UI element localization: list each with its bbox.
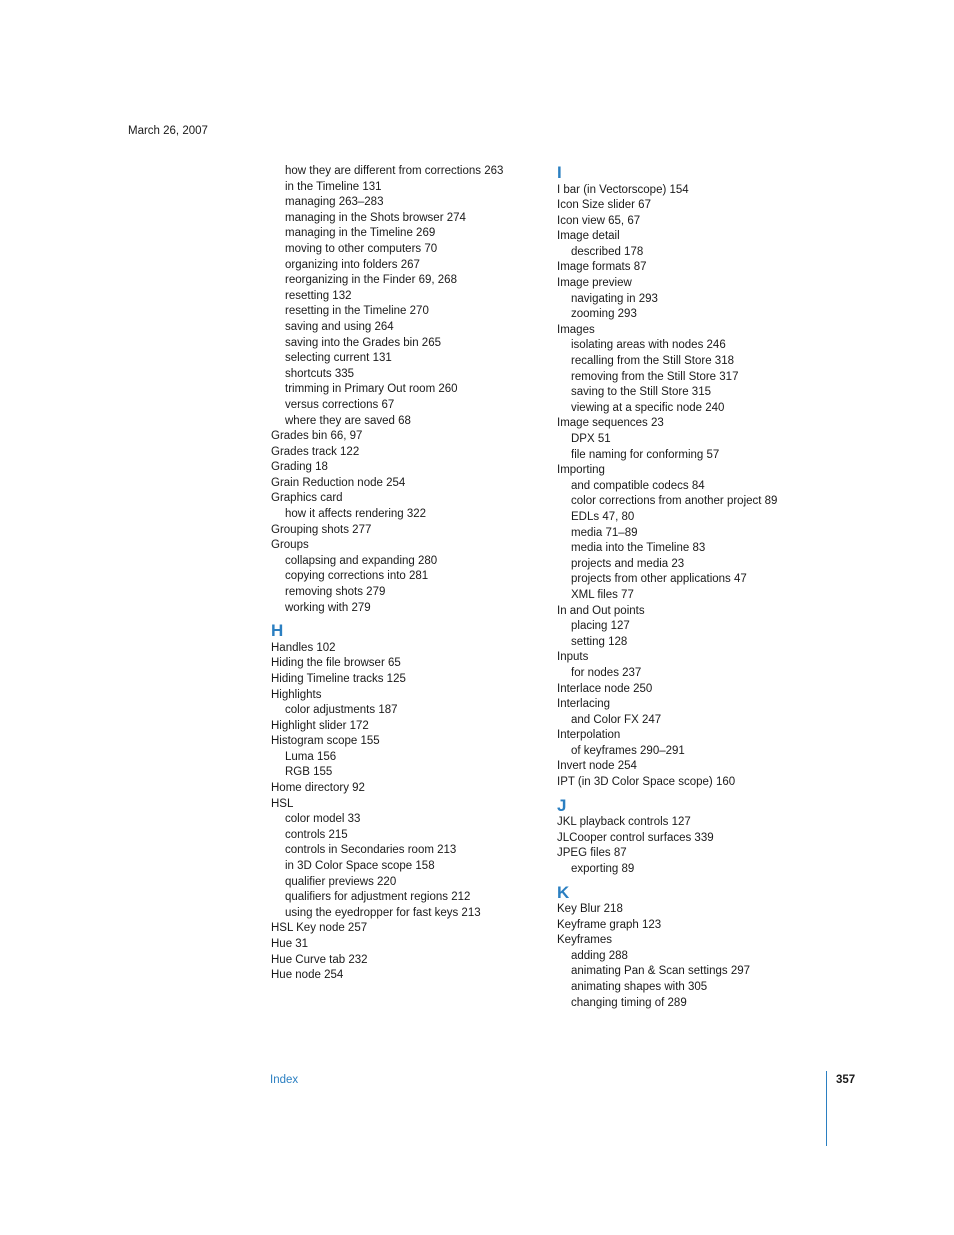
index-subentry: RGB 155 <box>285 766 333 779</box>
index-subentry: controls in Secondaries room 213 <box>285 844 457 857</box>
index-subentry: collapsing and expanding 280 <box>285 554 438 567</box>
index-subentry: removing shots 279 <box>285 586 386 599</box>
index-subentry: described 178 <box>571 245 644 258</box>
index-subentry: how they are different from corrections 263 <box>285 165 504 177</box>
index-entry: JPEG files 87 <box>557 847 627 860</box>
index-subentry: how it affects rendering 322 <box>285 508 427 521</box>
index-subentry: isolating areas with nodes 246 <box>571 339 726 352</box>
index-subentry: qualifiers for adjustment regions 212 <box>285 891 471 904</box>
index-entry: Hiding Timeline tracks 125 <box>271 672 406 685</box>
index-entry: Graphics card <box>271 492 343 505</box>
index-entry: Importing <box>557 464 605 477</box>
index-entry: Grouping shots 277 <box>271 523 372 536</box>
index-entry: Keyframe graph 123 <box>557 918 662 931</box>
index-entry: I bar (in Vectorscope) 154 <box>557 183 689 196</box>
index-entry: Icon view 65, 67 <box>557 214 641 227</box>
index-entry: JKL playback controls 127 <box>557 816 691 829</box>
index-entry: Hiding the file browser 65 <box>271 657 401 670</box>
index-column-left <box>271 164 541 984</box>
index-entry: JLCooper control surfaces 339 <box>557 831 714 844</box>
index-subentry: adding 288 <box>571 949 628 962</box>
index-subentry: and Color FX 247 <box>571 713 662 726</box>
index-subentry: qualifier previews 220 <box>285 875 397 888</box>
index-entry: Highlights <box>271 688 322 701</box>
index-subentry: using the eyedropper for fast keys 213 <box>285 906 481 919</box>
index-subentry: media into the Timeline 83 <box>571 542 706 555</box>
index-subentry: media 71–89 <box>571 526 638 539</box>
index-entry: In and Out points <box>557 604 645 617</box>
index-subentry: DPX 51 <box>571 433 611 445</box>
index-subentry: for nodes 237 <box>571 666 642 679</box>
index-entry: Grain Reduction node 254 <box>271 476 406 489</box>
index-entry: Handles 102 <box>271 641 336 654</box>
index-entry: Images <box>557 323 595 336</box>
index-entry: HSL <box>271 797 294 810</box>
section-letter: J <box>557 795 567 815</box>
index-subentry: managing 263–283 <box>285 196 384 209</box>
index-entry: Hue Curve tab 232 <box>271 953 368 966</box>
index-entry: Image detail <box>557 230 620 243</box>
page-number: 357 <box>836 1074 856 1086</box>
index-subentry: file naming for conforming 57 <box>571 448 720 461</box>
index-subentry: copying corrections into 281 <box>285 570 429 583</box>
index-subentry: color adjustments 187 <box>285 704 398 717</box>
index-subentry: moving to other computers 70 <box>285 242 438 255</box>
index-entry: Key Blur 218 <box>557 903 623 916</box>
index-entry: Keyframes <box>557 934 612 947</box>
index-subentry: saving to the Still Store 315 <box>571 386 711 399</box>
index-entry: Image preview <box>557 277 632 290</box>
index-entry: HSL Key node 257 <box>271 922 368 935</box>
index-subentry: changing timing of 289 <box>571 996 687 1009</box>
index-subentry: EDLs 47, 80 <box>571 510 635 523</box>
footer-divider <box>826 1071 827 1146</box>
index-subentry: projects and media 23 <box>571 557 685 570</box>
index-entry: Interlacing <box>557 698 611 711</box>
index-entry: Grading 18 <box>271 461 328 474</box>
index-entry: Interpolation <box>557 729 621 742</box>
page-date: March 26, 2007 <box>128 125 208 137</box>
index-subentry: animating shapes with 305 <box>571 981 708 993</box>
index-column-right <box>557 164 847 1011</box>
index-entry: Interlace node 250 <box>557 682 653 695</box>
section-letter: K <box>557 882 570 902</box>
index-subentry: managing in the Timeline 269 <box>285 227 436 240</box>
index-entry: Home directory 92 <box>271 782 365 795</box>
index-subentry: versus corrections 67 <box>285 398 395 411</box>
index-subentry: setting 128 <box>571 635 628 648</box>
index-entry: Groups <box>271 539 309 552</box>
footer-section-title: Index <box>270 1074 299 1086</box>
index-subentry: XML files 77 <box>571 588 634 601</box>
index-subentry: managing in the Shots browser 274 <box>285 211 466 224</box>
index-subentry: placing 127 <box>571 620 630 633</box>
index-subentry: animating Pan & Scan settings 297 <box>571 965 751 978</box>
index-subentry: and compatible codecs 84 <box>571 479 705 492</box>
index-entry: Hue 31 <box>271 938 309 950</box>
index-subentry: trimming in Primary Out room 260 <box>285 383 458 396</box>
index-entry: Grades track 122 <box>271 445 360 458</box>
index-subentry: resetting 132 <box>285 289 352 302</box>
index-subentry: color corrections from another project 89 <box>571 495 778 508</box>
index-subentry: controls 215 <box>285 828 348 841</box>
index-subentry: saving and using 264 <box>285 320 394 333</box>
index-subentry: where they are saved 68 <box>285 414 411 427</box>
index-subentry: resetting in the Timeline 270 <box>285 305 429 318</box>
index-subentry: projects from other applications 47 <box>571 573 747 586</box>
index-subentry: working with 279 <box>285 601 371 614</box>
index-subentry: shortcuts 335 <box>285 367 355 380</box>
index-subentry: in the Timeline 131 <box>285 180 382 193</box>
index-subentry: navigating in 293 <box>571 292 658 305</box>
index-subentry: organizing into folders 267 <box>285 258 420 271</box>
index-entry: Inputs <box>557 651 589 664</box>
index-subentry: color model 33 <box>285 813 361 826</box>
index-subentry: saving into the Grades bin 265 <box>285 336 441 349</box>
index-entry: Icon Size slider 67 <box>557 199 651 212</box>
index-subentry: zooming 293 <box>571 308 637 321</box>
index-entry: Histogram scope 155 <box>271 735 380 748</box>
section-letter: H <box>271 621 284 641</box>
index-entry: IPT (in 3D Color Space scope) 160 <box>557 776 736 789</box>
index-entry: Invert node 254 <box>557 760 637 773</box>
index-subentry: recalling from the Still Store 318 <box>571 355 734 368</box>
index-subentry: Luma 156 <box>285 750 337 763</box>
index-subentry: selecting current 131 <box>285 352 392 365</box>
index-entry: Image formats 87 <box>557 261 647 274</box>
index-subentry: exporting 89 <box>571 862 635 875</box>
index-entry: Grades bin 66, 97 <box>271 430 363 443</box>
section-letter: I <box>557 163 562 182</box>
index-entry: Hue node 254 <box>271 969 344 982</box>
index-subentry: viewing at a specific node 240 <box>571 401 725 414</box>
index-subentry: in 3D Color Space scope 158 <box>285 860 435 873</box>
index-subentry: removing from the Still Store 317 <box>571 370 739 383</box>
index-subentry: reorganizing in the Finder 69, 268 <box>285 274 457 287</box>
index-subentry: of keyframes 290–291 <box>571 744 685 757</box>
index-entry: Highlight slider 172 <box>271 719 369 732</box>
index-entry: Image sequences 23 <box>557 417 664 430</box>
